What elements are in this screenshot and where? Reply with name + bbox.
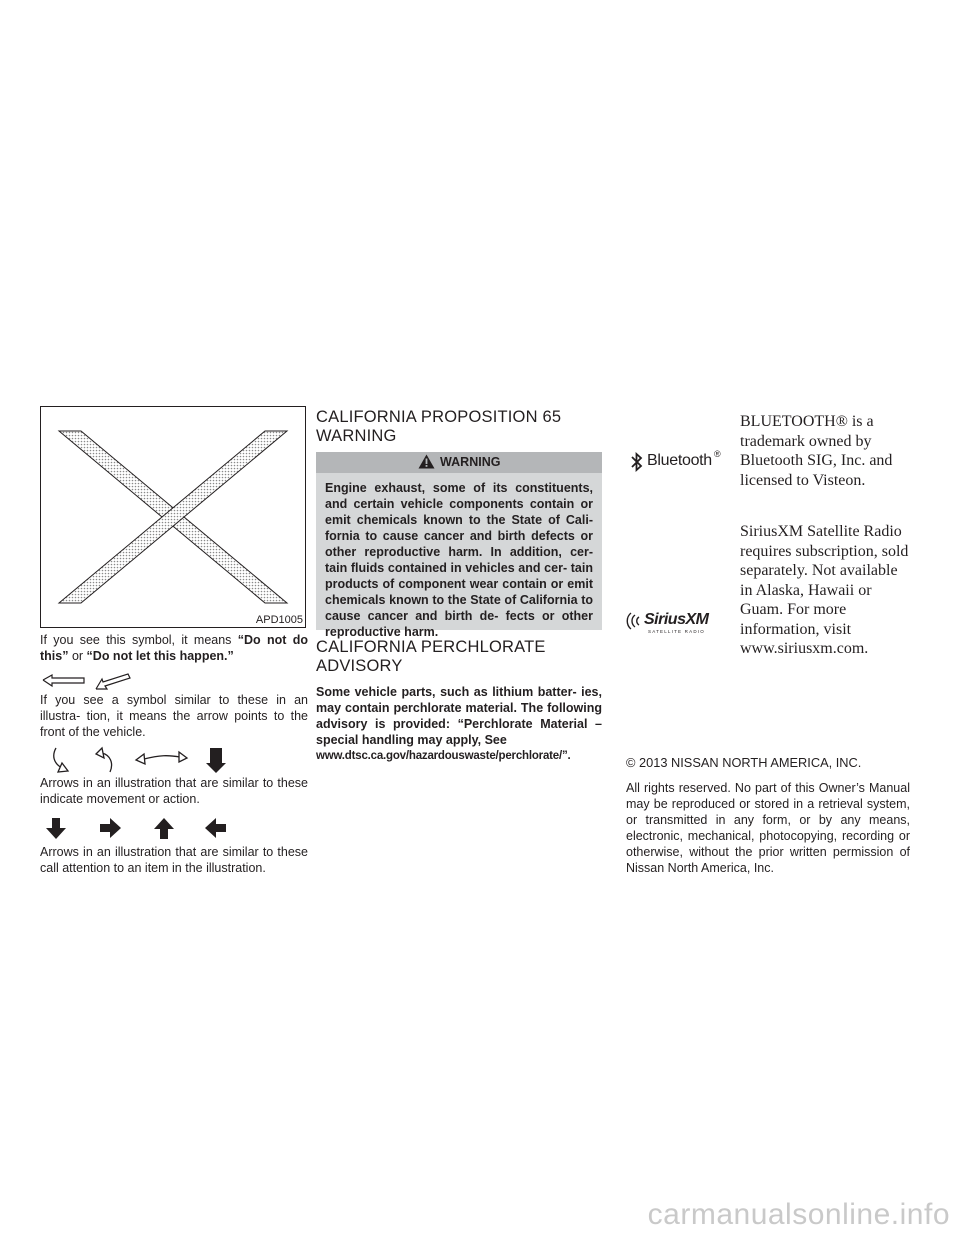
siriusxm-logo <box>626 611 726 637</box>
solid-arrow-left-icon <box>205 818 226 838</box>
front-arrow-left-icon <box>43 675 84 686</box>
movement-arrow-text: Arrows in an illustration that are similar to these indicate movement or action. <box>40 776 308 806</box>
movement-arrow-icons <box>40 745 240 775</box>
attention-arrow-text: Arrows in an illustration that are similar to these call attention to an item in the illustration. <box>40 845 308 875</box>
attention-arrow-icons <box>40 816 240 842</box>
cross-x-icon <box>41 407 305 627</box>
siriusxm-signal-icon <box>626 612 646 630</box>
solid-arrow-down-icon <box>46 818 66 839</box>
rights-reserved-text: All rights reserved. No part of this Owner’s Manual may be reproduced or stored in a retrieval system, or transmitted in any form, or by any means, electronic, mechanical, photocopying, recording or otherwise, without the prior written permission of Nissan North America, Inc. <box>626 781 910 875</box>
perchlorate-heading: CALIFORNIA PERCHLORATE ADVISORY <box>316 638 546 675</box>
warning-header <box>316 452 602 473</box>
warning-box <box>316 452 602 639</box>
bluetooth-registered-mark: ® <box>714 449 721 459</box>
perchlorate-advisory <box>316 684 602 764</box>
symbol-meaning-text: If you see this symbol, it means “Do not do this” or “Do not let this happen.” <box>40 633 308 663</box>
solid-arrow-up-icon <box>154 818 174 839</box>
siriusxm-tagline: SATELLITE RADIO <box>648 629 705 634</box>
warning-triangle-icon <box>418 454 435 469</box>
do-not-symbol-figure <box>40 406 306 628</box>
solid-arrow-right-icon <box>100 818 121 838</box>
curved-arrow-down-icon <box>54 748 68 772</box>
perchlorate-url: www.dtsc.ca.gov/hazardouswaste/perchlorate/”. <box>316 750 571 762</box>
site-watermark: carmanualsonline.info <box>647 1198 950 1231</box>
siriusxm-text: SiriusXM Satellite Radio requires subscription, sold separately. Not available in Alaska, Hawaii or Guam. For more information, visit www.siriusxm.com. <box>740 523 909 657</box>
front-arrow-diagonal-icon <box>96 674 130 689</box>
bluetooth-trademark-text: BLUETOOTH® is a trademark owned by Bluetooth SIG, Inc. and licensed to Visteon. <box>740 413 893 489</box>
bluetooth-icon <box>630 452 644 472</box>
solid-curved-arrow-icon <box>206 748 226 773</box>
figure-label: APD1005 <box>255 614 303 626</box>
copyright-line: © 2013 NISSAN NORTH AMERICA, INC. <box>626 755 862 770</box>
prop65-heading: CALIFORNIA PROPOSITION 65 WARNING <box>316 408 562 445</box>
bluetooth-logo <box>630 451 730 473</box>
front-arrow-text: If you see a symbol similar to these in an illustra- tion, it means the arrow points to the front of the vehicle. <box>40 693 308 739</box>
curved-arrow-up-icon <box>96 748 112 772</box>
bluetooth-wordmark: Bluetooth <box>647 452 712 469</box>
warning-text: Engine exhaust, some of its constituents, and certain vehicle components contain or emit chemicals known to the State of Cali- fornia to cause cancer and birth defects or other reproductive harm. In addition, cer- tain fluids contained in vehicles and cer- tain products of component wear contain or emit chemicals known to the State of California to cause cancer and birth de- fects or other reproductive harm. <box>325 481 593 639</box>
perchlorate-text: Some vehicle parts, such as lithium batter- ies, may contain perchlorate material. The following advisory is provided: “Perchlorate Material – special handling may apply, See <box>316 685 602 747</box>
warning-label: WARNING <box>440 455 501 469</box>
double-arrow-icon <box>136 752 187 764</box>
siriusxm-wordmark: SiriusXM <box>644 611 709 628</box>
